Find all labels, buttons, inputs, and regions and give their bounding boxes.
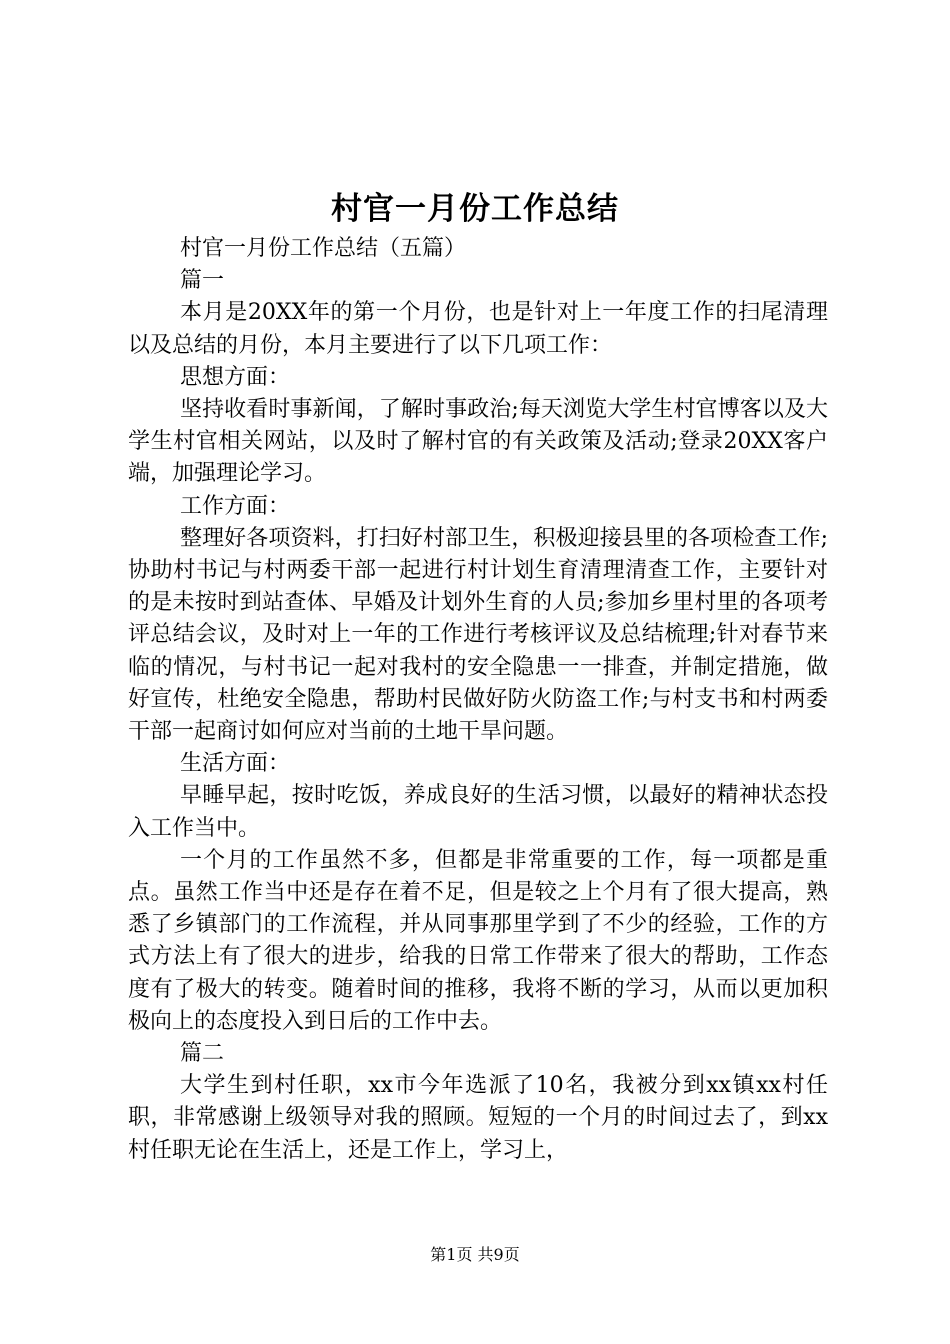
- section-heading-life: 生活方面：: [180, 751, 291, 777]
- body-paragraph: 本月是20XX年的第一个月份，也是针对上一年度工作的扫尾清理以及总结的月份，本月主要进行了以下几项工作：: [128, 300, 828, 358]
- section-heading-part-one: 篇一: [180, 268, 225, 294]
- section-heading-work: 工作方面：: [180, 493, 291, 519]
- body-paragraph: 坚持收看时事新闻，了解时事政治;每天浏览大学生村官博客以及大学生村官相关网站，以及时了解村官的有关政策及活动;登录20XX客户端，加强理论学习。: [128, 397, 828, 487]
- section-heading-thought: 思想方面：: [180, 364, 291, 390]
- section-heading-part-two: 篇二: [180, 1041, 225, 1067]
- document-body: [128, 233, 828, 1167]
- document-title: 村官一月份工作总结: [331, 191, 619, 227]
- subtitle-paragraph: 村官一月份工作总结（五篇）: [180, 236, 467, 261]
- body-paragraph: 大学生到村任职，xx市今年选派了10名，我被分到xx镇xx村任职，非常感谢上级领导对我的照顾。短短的一个月的时间过去了，到xx村任职无论在生活上，还是工作上，学习上，: [128, 1073, 828, 1163]
- body-paragraph: 一个月的工作虽然不多，但都是非常重要的工作，每一项都是重点。虽然工作当中还是存在着不足，但是较之上个月有了很大提高，熟悉了乡镇部门的工作流程，并从同事那里学到了不少的经验，工作的方式方法上有了很大的进步，给我的日常工作带来了很大的帮助，工作态度有了极大的转变。随着时间的推移，我将不断的学习，从而以更加积极向上的态度投入到日后的工作中去。: [128, 847, 828, 1034]
- page-number-footer: 第1页 共9页: [430, 1245, 520, 1264]
- body-paragraph: 整理好各项资料，打扫好村部卫生，积极迎接县里的各项检查工作;协助村书记与村两委干部一起进行村计划生育清理清查工作，主要针对的是未按时到站查体、早婚及计划外生育的人员;参加乡里村里的各项考评总结会议，及时对上一年的工作进行考核评议及总结梳理;针对春节来临的情况，与村书记一起对我村的安全隐患一一排查，并制定措施，做好宣传，杜绝安全隐患，帮助村民做好防火防盗工作;与村支书和村两委干部一起商讨如何应对当前的土地干旱问题。: [128, 525, 828, 745]
- body-paragraph: 早睡早起，按时吃饭，养成良好的生活习惯，以最好的精神状态投入工作当中。: [128, 783, 828, 841]
